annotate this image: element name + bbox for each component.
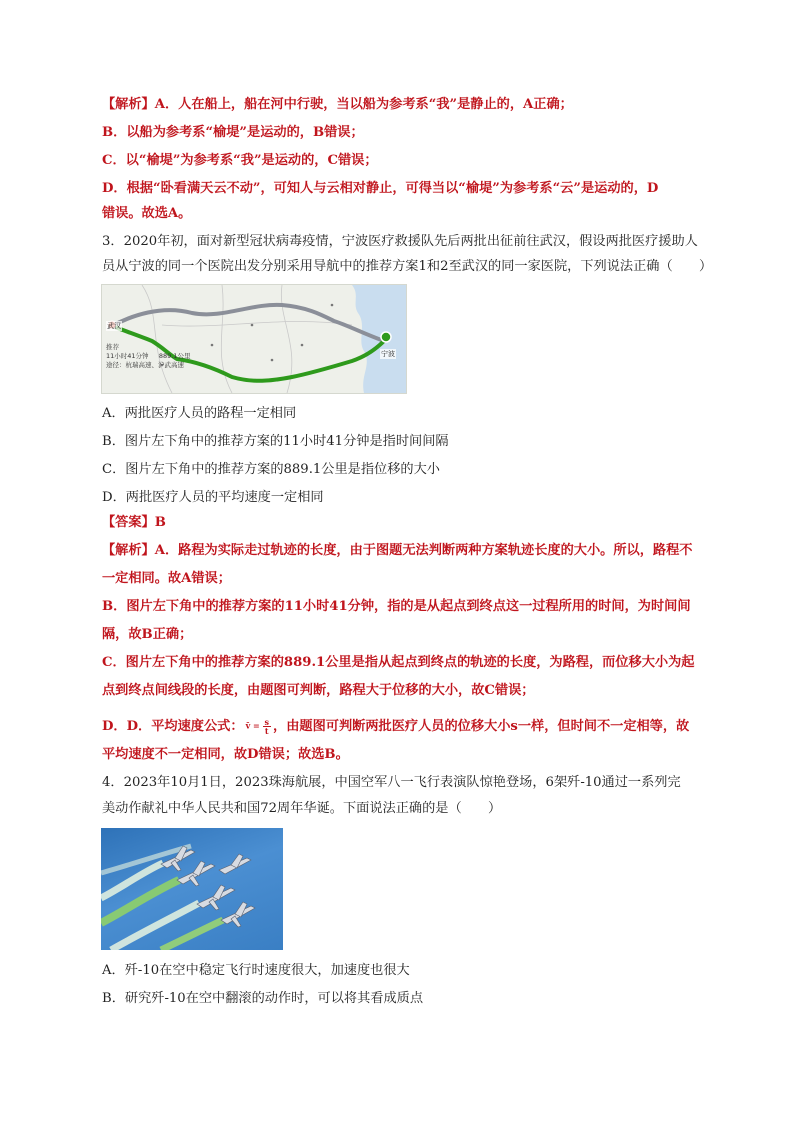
q3-option-d: D．两批医疗人员的平均速度一定相同 [102, 490, 324, 505]
route-summary [106, 343, 191, 370]
formula-lhs: v̄ = [245, 720, 260, 731]
q3-exp-a-line2: 一定相同。故A错误； [102, 571, 231, 586]
q3-exp-d1b-text: ，由题图可判断两批医疗人员的位移大小s一样，但时间不一定相等，故 [273, 719, 690, 734]
jet-photo-graphic [101, 828, 283, 950]
q4-option-a: A．歼-10在空中稳定飞行时速度很大，加速度也很大 [102, 963, 410, 978]
q3-exp-d-line1 [102, 718, 722, 736]
q3-option-b: B．图片左下角中的推荐方案的11小时41分钟是指时间间隔 [102, 434, 449, 449]
q3-exp-b-line2: 隔，故B正确； [102, 627, 193, 642]
province-borders [142, 285, 352, 393]
q3-exp-d-line2: 平均速度不一定相同，故D错误；故选B。 [102, 747, 349, 762]
q4-stem-line1: 4．2023年10月1日，2023珠海航展，中国空军八一飞行表演队惊艳登场，6架歼-10通过一系列完 [102, 775, 681, 790]
jet-formation-photo [101, 828, 283, 950]
route-distance: 889.1公里 [158, 352, 191, 360]
q3-exp-a1-text: A．路程为实际走过轨迹的长度，由于图题无法判断两种方案轨迹长度的大小。所以，路程不 [154, 543, 693, 558]
q2-exp-a-text: A．人在船上，船在河中行驶，当以船为参考系“我”是静止的，A正确； [154, 97, 573, 112]
map-label-start-city: 宁波 [381, 350, 395, 358]
q2-explanation-d-line2: 错误。故选A。 [102, 206, 192, 221]
q3-exp-b-line1: B．图片左下角中的推荐方案的11小时41分钟，指的是从起点到终点这一过程所用的时间，为时间间 [102, 599, 691, 614]
average-speed-formula [246, 718, 271, 735]
q2-explanation-c: C．以“榆堤”为参考系“我”是运动的，C错误； [102, 153, 378, 168]
q3-stem-line2: 员从宁波的同一个医院出发分别采用导航中的推荐方案1和2至武汉的同一家医院，下列说法正确（ ） [102, 259, 713, 274]
q3-exp-d1a-text: D．D．平均速度公式： [102, 719, 244, 734]
explanation-label: 【解析】 [102, 97, 155, 112]
q3-option-c: C．图片左下角中的推荐方案的889.1公里是指位移的大小 [102, 462, 440, 477]
route-time-distance [106, 352, 191, 361]
q2-explanation-a [102, 96, 722, 114]
q3-stem-line1: 3．2020年初，面对新型冠状病毒疫情，宁波医疗救援队先后两批出征前往武汉，假设两批医疗援助人 [102, 234, 698, 249]
q3-exp-a-line1 [102, 542, 722, 560]
q4-stem-line2: 美动作献礼中华人民共和国72周年华诞。下面说法正确的是（ ） [102, 801, 502, 816]
q3-exp-c-line2: 点到终点间线段的长度，由题图可判断，路程大于位移的大小，故C错误； [102, 683, 535, 698]
q4-option-b: B．研究歼-10在空中翻滚的动作时，可以将其看成质点 [102, 991, 424, 1006]
formula-denominator: t [264, 726, 269, 736]
formula-numerator: s [264, 717, 270, 727]
route-via: 途径：杭瑞高速、沪武高速 [106, 361, 184, 369]
navigation-map-figure [101, 284, 407, 394]
start-marker-icon [381, 332, 391, 342]
route-time: 11小时41分钟 [106, 352, 149, 360]
q2-explanation-d-line1: D．根据“卧看满天云不动”，可知人与云相对静止，可得当以“榆堤”为参考系“云”是运动的，D [102, 181, 659, 196]
q3-option-a: A．两批医疗人员的路程一定相同 [102, 406, 297, 421]
map-graphic [102, 285, 406, 393]
map-label-end-city: 武汉 [107, 322, 121, 330]
explanation-label: 【解析】 [102, 543, 155, 558]
route-recommend-label: 推荐 [106, 343, 119, 351]
alt-route-line [110, 305, 384, 341]
q2-explanation-b: B．以船为参考系“榆堤”是运动的，B错误； [102, 125, 364, 140]
q3-answer: 【答案】B [102, 515, 166, 530]
q3-exp-c-line1: C．图片左下角中的推荐方案的889.1公里是指从起点到终点的轨迹的长度，为路程，而位移大小为起 [102, 655, 695, 670]
